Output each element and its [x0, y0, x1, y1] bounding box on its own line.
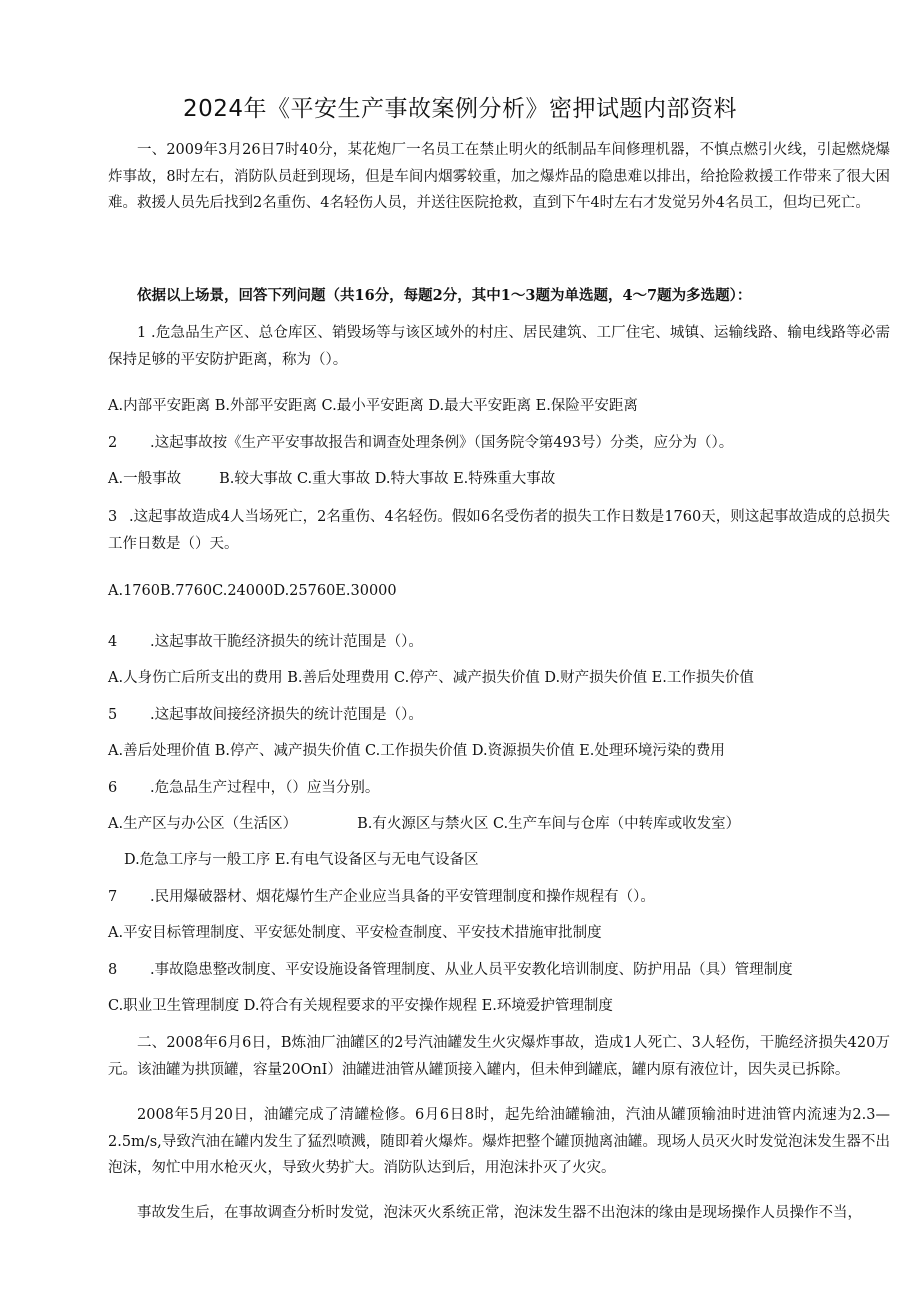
question-text: .这起事故按《生产平安事故报告和调查处理条例》（国务院令第493号）分类，应分为（）。 — [150, 435, 734, 451]
question-number: 8 — [108, 962, 118, 978]
case1-paragraph: 一、2009年3月26日7时40分，某花炮厂一名员工在禁止明火的纸制品车间修理机器，不慎点燃引火线，引起燃烧爆炸事故，8时左右，消防队员赶到现场，但是车间内烟雾较重，加之爆炸品的隐患难以排出，给抢险救援工作带来了很大困难。救援人员先后找到2名重伤、4名轻伤人员，并送往医院抢救，直到下午4时左右才发觉另外4名员工，但均已死亡。 — [108, 142, 890, 211]
question-text: .这起事故间接经济损失的统计范围是（）。 — [150, 707, 423, 723]
question-1 — [108, 320, 890, 373]
question-2-options — [108, 466, 890, 493]
question-7 — [108, 884, 890, 911]
question-number: 5 — [108, 707, 118, 723]
question-5 — [108, 702, 890, 729]
question-5-options: A.善后处理价值 B.停产、减产损失价值 C.工作损失价值 D.资源损失价值 E.处理环境污染的费用 — [108, 743, 725, 759]
page-title: 2024年《平安生产事故案例分析》密押试题内部资料 — [182, 96, 738, 122]
question-text: .这起事故干脆经济损失的统计范围是（）。 — [150, 634, 423, 650]
question-number: 7 — [108, 889, 118, 905]
case2-paragraph-2: 2008年5月20日，油罐完成了清罐检修。6月6日8时，起先给油罐输油，汽油从罐顶输油时进油管内流速为2.3—2.5m∕s,导致汽油在罐内发生了猛烈喷溅，随即着火爆炸。爆炸把整个罐顶抛离油罐。现场人员灭火时发觉泡沫发生器不出泡沫，匆忙中用水枪灭火，导致火势扩大。消防队达到后，用泡沫扑灭了火灾。 — [108, 1107, 890, 1176]
question-number: 1 — [137, 325, 147, 341]
option-rest: B.较大事故 C.重大事故 D.特大事故 E.特殊重大事故 — [219, 471, 556, 487]
question-3 — [108, 504, 890, 557]
instruction-text: 依据以上场景，回答下列问题（共16分，每题2分，其中1～3题为单选题，4～7题为多选题）： — [137, 287, 752, 304]
question-4 — [108, 629, 890, 656]
option-b: B.有火源区与禁火区 C.生产车间与仓库（中转库或收发室） — [357, 816, 741, 832]
question-number: 2 — [108, 435, 118, 451]
question-number: 4 — [108, 634, 118, 650]
option-a: A.生产区与办公区（生活区） — [108, 816, 298, 832]
question-6-options-line1 — [108, 811, 890, 838]
question-6 — [108, 775, 890, 802]
question-2 — [108, 430, 890, 457]
question-1-options: A.内部平安距离 B.外部平安距离 C.最小平安距离 D.最大平安距离 E.保险平安距离 — [108, 398, 638, 414]
case2-paragraph-3: 事故发生后，在事故调查分析时发觉，泡沫灭火系统正常，泡沫发生器不出泡沫的缘由是现场操作人员操作不当， — [137, 1205, 862, 1221]
question-text: .事故隐患整改制度、平安设施设备管理制度、从业人员平安教化培训制度、防护用品（具）管理制度 — [150, 962, 793, 978]
question-text: .危急品生产过程中，（）应当分别。 — [150, 780, 380, 796]
case2-paragraph-1: 二、2008年6月6日，B炼油厂油罐区的2号汽油罐发生火灾爆炸事故，造成1人死亡、3人轻伤，干脆经济损失420万元。该油罐为拱顶罐，容量20OnI）油罐进油管从罐顶接入罐内，但未伸到罐底，罐内原有液位计，因失灵已拆除。 — [108, 1035, 890, 1078]
question-number: 3 — [108, 509, 118, 525]
question-7-options: A.平安目标管理制度、平安惩处制度、平安检查制度、平安技术措施审批制度 — [108, 925, 602, 941]
question-8-options: C.职业卫生管理制度 D.符合有关规程要求的平安操作规程 E.环境爱护管理制度 — [108, 998, 613, 1014]
question-4-options: A.人身伤亡后所支出的费用 B.善后处理费用 C.停产、减产损失价值 D.财产损失价值 E.工作损失价值 — [108, 670, 754, 686]
question-text: .这起事故造成4人当场死亡，2名重伤、4名轻伤。假如6名受伤者的损失工作日数是1760天，则这起事故造成的总损失工作日数是（）天。 — [108, 509, 890, 552]
question-6-options-line2: D.危急工序与一般工序 E.有电气设备区与无电气设备区 — [124, 852, 479, 868]
question-text: .民用爆破器材、烟花爆竹生产企业应当具备的平安管理制度和操作规程有（）。 — [150, 889, 655, 905]
question-number: 6 — [108, 780, 118, 796]
question-3-options: A.1760B.7760C.24000D.25760E.30000 — [108, 583, 397, 599]
question-text: .危急品生产区、总仓库区、销毁场等与该区域外的村庄、居民建筑、工厂住宅、城镇、运输线路、输电线路等必需保持足够的平安防护距离，称为（）。 — [108, 325, 890, 368]
option-a: A.一般事故 — [108, 471, 182, 487]
question-8 — [108, 957, 890, 984]
